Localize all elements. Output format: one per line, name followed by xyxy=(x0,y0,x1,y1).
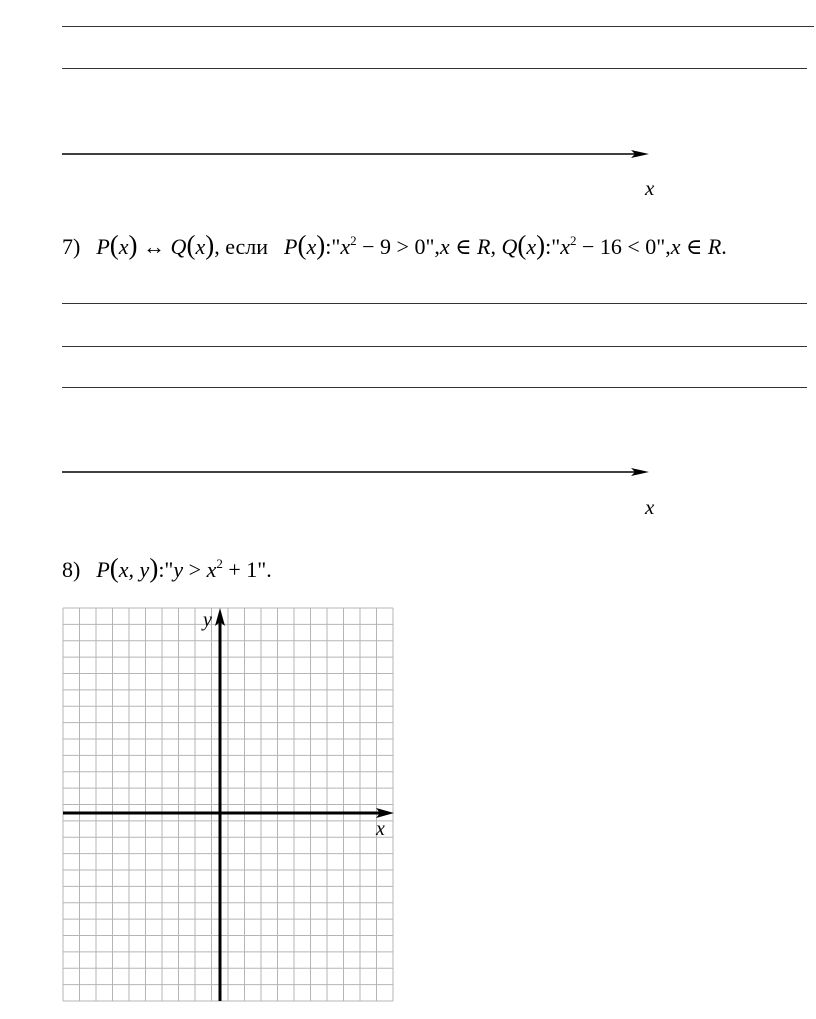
task-7-p-x: x xyxy=(340,234,351,259)
task-7-p-def-arg: x xyxy=(306,234,317,259)
task-7-number: 7) xyxy=(62,234,81,259)
task-7-p-def: P xyxy=(284,234,298,259)
task-8-greater: > xyxy=(188,557,202,582)
y-axis-label: y xyxy=(203,609,212,631)
task-7-q-colon: :" xyxy=(545,234,561,259)
task-7-q-def-arg: x xyxy=(526,234,537,259)
answer-line-2 xyxy=(62,68,807,69)
number-line-2-x-label: x xyxy=(645,495,655,519)
number-line-1 xyxy=(62,147,662,163)
answer-line-3 xyxy=(62,303,807,304)
task-7-q-domain-x: x xyxy=(670,234,681,259)
number-line-1-x-label: x xyxy=(645,176,655,200)
task-8-y: y xyxy=(173,557,184,582)
task-8-tail: + 1". xyxy=(228,557,272,582)
task-7-q-arg: x xyxy=(195,234,206,259)
task-7-esli: если xyxy=(225,234,269,259)
task-7-p-condition: − 9 > 0", xyxy=(362,234,440,259)
task-7-q-domain-r: R xyxy=(707,234,722,259)
task-8-x: x xyxy=(206,557,217,582)
task-7-q-def: Q xyxy=(501,234,518,259)
task-8-number: 8) xyxy=(62,557,81,582)
task-7-statement: 7) P(x) ↔ Q(x), если $P(x):"x^2 - 9$ > 0",x ∈ R, $Q(x):"x^2 - 16$ < 0",x ∈ R. xyxy=(62,230,727,260)
task-7-p-element-of: ∈ xyxy=(455,234,472,259)
answer-line-1 xyxy=(62,26,814,27)
task-7-comma: , xyxy=(214,234,220,259)
task-7-q-x: x xyxy=(560,234,570,259)
task-8-square: 2 xyxy=(216,556,223,571)
task-7-q-square: 2 xyxy=(569,233,577,248)
task-7-p-colon: :" xyxy=(325,234,341,259)
answer-line-5 xyxy=(62,387,807,388)
task-7-p-square: 2 xyxy=(350,233,357,248)
task-8-statement: 8) P(x, y):"y > $x^2 + 1$". xyxy=(62,553,272,583)
task-7-p: P xyxy=(96,234,110,259)
task-7-p-domain-r: R xyxy=(476,234,491,259)
task-8-args: x, y xyxy=(118,557,150,582)
task-7-q-element-of: ∈ xyxy=(686,234,703,259)
task-8-p: P xyxy=(96,557,110,582)
task-7-iff-symbol: ↔ xyxy=(143,234,166,259)
task-7-comma-2: , xyxy=(490,234,496,259)
x-axis-label: x xyxy=(376,818,385,840)
task-7-period: . xyxy=(721,234,727,259)
coordinate-grid xyxy=(60,604,400,1004)
task-7-q-condition: − 16 < 0", xyxy=(581,234,671,259)
task-7-p-domain-x: x xyxy=(439,234,450,259)
grid-lines xyxy=(63,608,393,1001)
answer-line-4 xyxy=(62,346,807,347)
task-7-q: Q xyxy=(170,234,187,259)
number-line-2 xyxy=(62,465,662,481)
task-8-colon: :" xyxy=(158,557,174,582)
task-7-p-arg: x xyxy=(118,234,129,259)
